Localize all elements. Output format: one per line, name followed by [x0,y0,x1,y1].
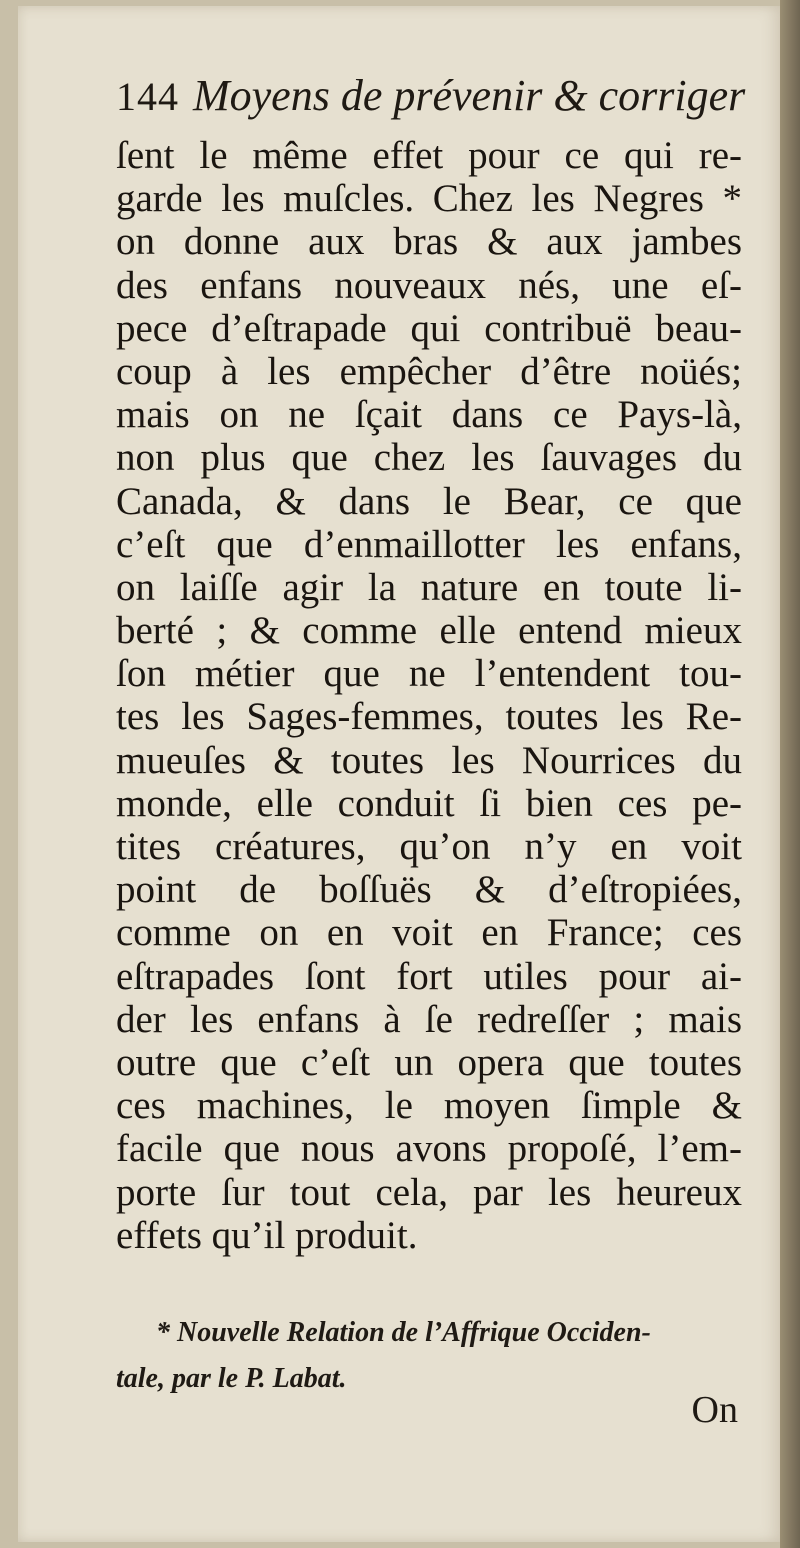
text-line: mueuſes & toutes les Nourrices du [116,738,742,782]
text-line: garde les muſcles. Chez les Negres * [116,177,742,221]
text-line: der les enfans à ſe redreſſer ; mais [116,997,742,1041]
text-line: comme on en voit en France; ces [116,911,742,955]
text-line: ſent le même effet pour ce qui re- [116,134,742,177]
text-line: point de boſſuës & d’eſtropiées, [116,868,742,912]
text-line: non plus que chez les ſauvages du [116,436,742,480]
book-page-edge [780,0,800,1548]
text-line: tes les Sages-femmes, toutes les Re- [116,695,742,739]
text-line: Canada, & dans le Bear, ce que [116,479,742,523]
text-line: monde, elle conduit ſi bien ces pe- [116,781,742,825]
page-header [116,70,746,130]
text-line: ſon métier que ne l’entendent tou- [116,652,742,696]
text-line: tites créatures, qu’on n’y en voit [116,825,742,868]
text-line: facile que nous avons propoſé, l’em- [116,1127,742,1171]
text-line: porte ſur tout cela, par les heureux [116,1170,742,1214]
text-line: outre que c’eſt un opera que toutes [116,1040,742,1084]
text-line-last: effets qu’il produit. [116,1213,418,1257]
text-line: c’eſt que d’enmaillotter les enfans, [116,522,742,566]
text-line: eſtrapades ſont fort utiles pour ai- [116,954,742,998]
text-line: on laiſſe agir la nature en toute li- [116,565,742,609]
catchword: On [691,1389,738,1431]
page-number: 144 [116,74,179,119]
footnote-line: tale, par le P. Labat. [116,1363,347,1394]
text-line: ces machines, le moyen ſimple & [116,1084,742,1128]
footnote-line: * Nouvelle Relation de l’Affrique Occiden- [156,1317,651,1348]
text-line: pece d’eſtrapade qui contribuë beau- [116,306,742,350]
text-line: mais on ne ſçait dans ce Pays-là, [116,393,742,437]
text-line: berté ; & comme elle entend mieux [116,609,742,653]
text-line: on donne aux bras & aux jambes [116,220,742,264]
footnote [116,1310,742,1402]
text-line: des enfans nouveaux nés, une eſ- [116,263,742,307]
text-line: coup à les empêcher d’être noüés; [116,349,742,393]
running-title: Moyens de prévenir & corriger [193,71,746,120]
body-text [116,134,742,1257]
